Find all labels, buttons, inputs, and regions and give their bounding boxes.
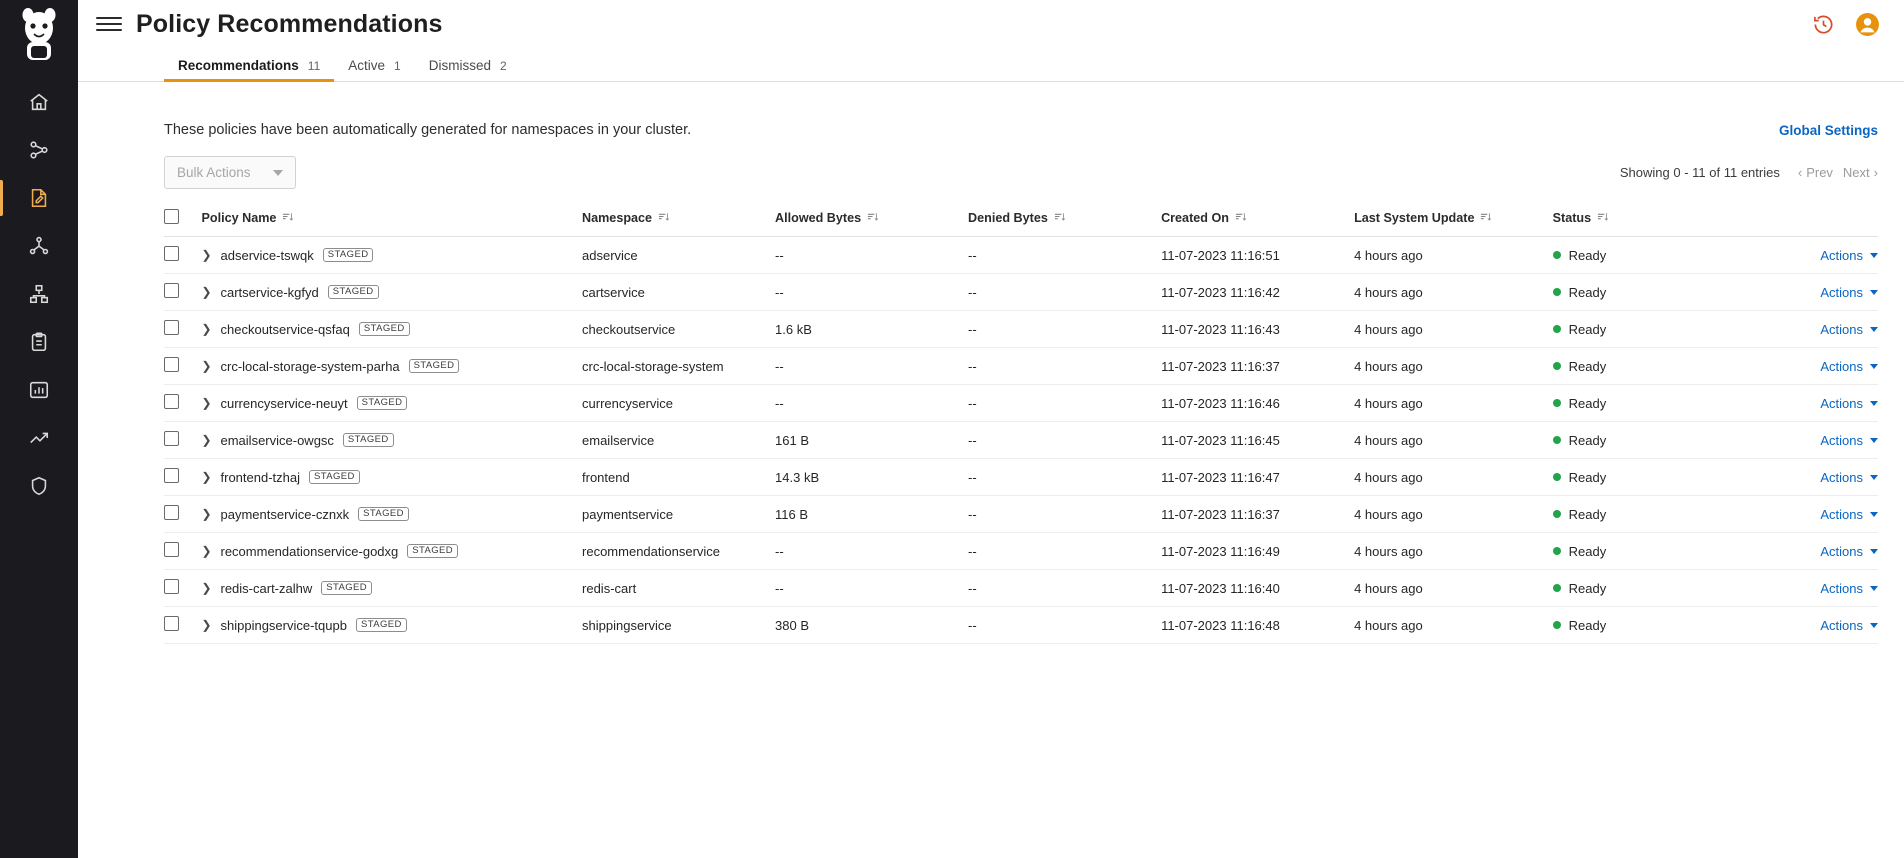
policy-edit-icon xyxy=(28,187,50,209)
status-cell xyxy=(1553,570,1746,607)
table-row[interactable] xyxy=(164,237,1878,274)
status-text: Ready xyxy=(1568,506,1607,522)
table-row[interactable] xyxy=(164,422,1878,459)
col-header-status[interactable] xyxy=(1553,203,1746,237)
description-row xyxy=(78,82,1904,138)
col-header-last-system-update-label: Last System Update xyxy=(1354,211,1475,225)
last-system-update-cell: 4 hours ago xyxy=(1354,311,1553,348)
allowed-bytes-cell: 380 B xyxy=(775,607,968,644)
namespace-cell: redis-cart xyxy=(582,570,775,607)
status-badge: STAGED xyxy=(359,322,410,337)
expand-row-icon[interactable]: ❯ xyxy=(201,359,212,373)
policy-name-text: crc-local-storage-system-parha xyxy=(220,358,400,374)
bulk-actions-label: Bulk Actions xyxy=(177,165,251,180)
sort-icon xyxy=(1054,211,1065,225)
chart-bars-icon xyxy=(28,379,50,401)
chevron-down-icon xyxy=(1870,623,1878,628)
created-on-cell: 11-07-2023 11:16:40 xyxy=(1161,570,1354,607)
tab-recommendations-label: Recommendations xyxy=(178,58,299,73)
row-actions-cell xyxy=(1746,422,1878,459)
row-checkbox[interactable] xyxy=(164,394,179,409)
table-container xyxy=(78,189,1904,644)
status-badge: STAGED xyxy=(356,618,407,633)
policy-name-cell xyxy=(202,533,583,570)
hierarchy-icon xyxy=(28,283,50,305)
sidebar-item-inventory-list[interactable] xyxy=(0,318,78,366)
denied-bytes-cell: -- xyxy=(968,496,1161,533)
status-dot-icon xyxy=(1553,362,1561,370)
chevron-down-icon xyxy=(1870,327,1878,332)
row-select-cell xyxy=(164,607,202,644)
last-system-update-cell: 4 hours ago xyxy=(1354,607,1553,644)
main-content xyxy=(78,0,1904,858)
namespace-cell: cartservice xyxy=(582,274,775,311)
created-on-cell: 11-07-2023 11:16:45 xyxy=(1161,422,1354,459)
row-actions-menu[interactable] xyxy=(1746,507,1878,522)
namespace-cell: shippingservice xyxy=(582,607,775,644)
row-checkbox[interactable] xyxy=(164,468,179,483)
chevron-down-icon xyxy=(1870,364,1878,369)
status-cell xyxy=(1553,459,1746,496)
chevron-down-icon xyxy=(1870,401,1878,406)
denied-bytes-cell: -- xyxy=(968,348,1161,385)
table-head xyxy=(164,203,1878,237)
status-dot-icon xyxy=(1553,399,1561,407)
allowed-bytes-cell: 14.3 kB xyxy=(775,459,968,496)
chevron-down-icon xyxy=(1870,512,1878,517)
table-row[interactable] xyxy=(164,385,1878,422)
chevron-down-icon xyxy=(273,170,283,176)
policy-name-cell xyxy=(202,496,583,533)
status-badge: STAGED xyxy=(328,285,379,300)
description-text: These policies have been automatically generated for namespaces in your cluster. xyxy=(164,122,692,138)
status-text: Ready xyxy=(1568,580,1607,596)
created-on-cell: 11-07-2023 11:16:47 xyxy=(1161,459,1354,496)
chevron-right-icon: › xyxy=(1873,165,1878,180)
policy-name-text: cartservice-kgfyd xyxy=(220,284,319,300)
status-text: Ready xyxy=(1568,247,1607,263)
row-actions-menu[interactable] xyxy=(1746,544,1878,559)
tab-active-label: Active xyxy=(348,58,386,73)
row-checkbox[interactable] xyxy=(164,542,179,557)
chevron-down-icon xyxy=(1870,253,1878,258)
namespace-cell: paymentservice xyxy=(582,496,775,533)
allowed-bytes-cell: -- xyxy=(775,385,968,422)
row-select-cell xyxy=(164,348,202,385)
status-badge: STAGED xyxy=(321,581,372,596)
namespace-cell: crc-local-storage-system xyxy=(582,348,775,385)
expand-row-icon[interactable]: ❯ xyxy=(201,470,212,484)
status-dot-icon xyxy=(1553,288,1561,296)
policy-name-text: emailservice-owgsc xyxy=(220,432,334,448)
expand-row-icon[interactable]: ❯ xyxy=(201,396,212,410)
status-badge: STAGED xyxy=(357,396,408,411)
table-body xyxy=(164,237,1878,644)
col-header-policy-name-label: Policy Name xyxy=(201,211,277,225)
sidebar-item-policies[interactable] xyxy=(0,174,78,222)
status-text: Ready xyxy=(1568,358,1607,374)
chevron-down-icon xyxy=(1870,549,1878,554)
row-checkbox[interactable] xyxy=(164,283,179,298)
sidebar-item-security[interactable] xyxy=(0,462,78,510)
row-actions-menu[interactable] xyxy=(1746,396,1878,411)
row-select-cell xyxy=(164,385,202,422)
last-system-update-cell: 4 hours ago xyxy=(1354,348,1553,385)
status-dot-icon xyxy=(1553,325,1561,333)
tab-active[interactable] xyxy=(334,58,414,81)
chevron-down-icon xyxy=(1870,586,1878,591)
row-actions-label: Actions xyxy=(1820,469,1863,485)
top-bar xyxy=(78,0,1904,48)
namespace-cell: currencyservice xyxy=(582,385,775,422)
denied-bytes-cell: -- xyxy=(968,533,1161,570)
pagination-entries: Showing 0 - 11 of 11 entries xyxy=(1619,165,1780,180)
row-actions-cell xyxy=(1746,237,1878,274)
sidebar-item-network[interactable] xyxy=(0,126,78,174)
col-header-denied-bytes[interactable] xyxy=(968,203,1161,237)
policy-name-cell xyxy=(202,607,583,644)
expand-row-icon[interactable]: ❯ xyxy=(201,433,212,447)
sort-icon xyxy=(1597,211,1608,225)
bulk-actions-dropdown[interactable] xyxy=(164,156,296,189)
last-system-update-cell: 4 hours ago xyxy=(1354,422,1553,459)
expand-row-icon[interactable]: ❯ xyxy=(201,248,212,262)
status-dot-icon xyxy=(1553,251,1561,259)
row-actions-label: Actions xyxy=(1820,321,1863,337)
last-system-update-cell: 4 hours ago xyxy=(1354,237,1553,274)
namespace-cell: frontend xyxy=(582,459,775,496)
row-actions-cell xyxy=(1746,533,1878,570)
table-row[interactable] xyxy=(164,570,1878,607)
row-select-cell xyxy=(164,422,202,459)
toolbar-row xyxy=(78,138,1904,189)
select-all-header xyxy=(164,203,202,237)
pagination xyxy=(1620,165,1878,180)
denied-bytes-cell: -- xyxy=(968,385,1161,422)
status-cell xyxy=(1553,348,1746,385)
denied-bytes-cell: -- xyxy=(968,237,1161,274)
row-actions-label: Actions xyxy=(1820,432,1863,448)
policy-name-cell xyxy=(202,422,583,459)
sort-icon xyxy=(1235,211,1246,225)
sidebar-item-analytics[interactable] xyxy=(0,366,78,414)
namespace-cell: emailservice xyxy=(582,422,775,459)
row-checkbox[interactable] xyxy=(164,320,179,335)
status-dot-icon xyxy=(1553,510,1561,518)
tab-active-count: 1 xyxy=(394,58,401,73)
status-dot-icon xyxy=(1553,584,1561,592)
row-actions-cell xyxy=(1746,274,1878,311)
status-dot-icon xyxy=(1553,621,1561,629)
status-text: Ready xyxy=(1568,284,1607,300)
created-on-cell: 11-07-2023 11:16:43 xyxy=(1161,311,1354,348)
status-text: Ready xyxy=(1568,617,1607,633)
row-actions-menu[interactable] xyxy=(1746,618,1878,633)
status-cell xyxy=(1553,311,1746,348)
home-icon xyxy=(28,91,50,113)
row-checkbox[interactable] xyxy=(164,616,179,631)
status-badge: STAGED xyxy=(409,359,460,374)
sort-icon xyxy=(658,211,669,225)
col-header-policy-name[interactable] xyxy=(202,203,583,237)
status-dot-icon xyxy=(1553,473,1561,481)
table-row[interactable] xyxy=(164,496,1878,533)
status-badge: STAGED xyxy=(358,507,409,522)
next-page-label: Next xyxy=(1842,165,1870,180)
expand-row-icon[interactable]: ❯ xyxy=(201,507,212,521)
sidebar-item-trends[interactable] xyxy=(0,414,78,462)
expand-row-icon[interactable]: ❯ xyxy=(201,322,212,336)
last-system-update-cell: 4 hours ago xyxy=(1354,496,1553,533)
status-cell xyxy=(1553,422,1746,459)
row-actions-menu[interactable] xyxy=(1746,581,1878,596)
expand-row-icon[interactable]: ❯ xyxy=(201,285,212,299)
status-cell xyxy=(1553,533,1746,570)
status-cell xyxy=(1553,274,1746,311)
row-actions-menu[interactable] xyxy=(1746,285,1878,300)
row-select-cell xyxy=(164,533,202,570)
network-branch-icon xyxy=(28,139,50,161)
allowed-bytes-cell: -- xyxy=(775,570,968,607)
allowed-bytes-cell: 161 B xyxy=(775,422,968,459)
col-header-created-on[interactable] xyxy=(1161,203,1354,237)
allowed-bytes-cell: -- xyxy=(775,348,968,385)
app-logo[interactable] xyxy=(8,4,70,66)
row-actions-label: Actions xyxy=(1820,284,1863,300)
policy-name-text: recommendationservice-godxg xyxy=(220,543,399,559)
prev-page-label: Prev xyxy=(1806,165,1833,180)
status-badge: STAGED xyxy=(343,433,394,448)
row-actions-label: Actions xyxy=(1820,395,1863,411)
user-account-icon[interactable] xyxy=(1852,9,1882,39)
tab-recommendations[interactable] xyxy=(164,58,334,81)
row-checkbox[interactable] xyxy=(164,431,179,446)
namespace-cell: recommendationservice xyxy=(582,533,775,570)
expand-row-icon[interactable]: ❯ xyxy=(201,618,212,632)
row-checkbox[interactable] xyxy=(164,505,179,520)
sidebar xyxy=(0,0,78,858)
expand-row-icon[interactable]: ❯ xyxy=(201,544,212,558)
policy-name-text: paymentservice-cznxk xyxy=(220,506,350,522)
status-dot-icon xyxy=(1553,436,1561,444)
row-actions-cell xyxy=(1746,385,1878,422)
trend-up-icon xyxy=(28,427,50,449)
col-header-allowed-bytes[interactable] xyxy=(775,203,968,237)
table-row[interactable] xyxy=(164,274,1878,311)
row-actions-label: Actions xyxy=(1820,358,1863,374)
recommendations-table xyxy=(164,203,1878,644)
tab-dismissed-count: 2 xyxy=(499,58,507,73)
row-actions-label: Actions xyxy=(1820,543,1863,559)
select-all-checkbox[interactable] xyxy=(164,209,179,224)
denied-bytes-cell: -- xyxy=(968,607,1161,644)
row-select-cell xyxy=(164,274,202,311)
clipboard-list-icon xyxy=(28,331,50,353)
denied-bytes-cell: -- xyxy=(968,422,1161,459)
last-system-update-cell: 4 hours ago xyxy=(1354,385,1553,422)
policy-name-text: redis-cart-zalhw xyxy=(220,580,313,596)
chevron-left-icon: ‹ xyxy=(1797,165,1803,180)
row-actions-cell xyxy=(1746,607,1878,644)
prev-page-button[interactable] xyxy=(1798,165,1833,180)
chevron-down-icon xyxy=(1870,475,1878,480)
policy-name-text: shippingservice-tqupb xyxy=(220,617,347,633)
tab-recommendations-count: 11 xyxy=(307,58,321,73)
namespace-cell: adservice xyxy=(582,237,775,274)
table-row[interactable] xyxy=(164,607,1878,644)
row-actions-menu[interactable] xyxy=(1746,433,1878,448)
created-on-cell: 11-07-2023 11:16:37 xyxy=(1161,348,1354,385)
denied-bytes-cell: -- xyxy=(968,274,1161,311)
last-system-update-cell: 4 hours ago xyxy=(1354,459,1553,496)
share-nodes-icon xyxy=(28,235,50,257)
row-select-cell xyxy=(164,459,202,496)
last-system-update-cell: 4 hours ago xyxy=(1354,570,1553,607)
shield-icon xyxy=(28,475,50,497)
last-system-update-cell: 4 hours ago xyxy=(1354,533,1553,570)
policy-name-text: frontend-tzhaj xyxy=(220,469,300,485)
policy-name-cell xyxy=(202,311,583,348)
sort-icon xyxy=(867,211,878,225)
tab-bar xyxy=(78,48,1904,82)
status-badge: STAGED xyxy=(323,248,374,263)
row-actions-label: Actions xyxy=(1820,247,1863,263)
status-badge: STAGED xyxy=(309,470,360,485)
status-dot-icon xyxy=(1553,547,1561,555)
col-header-actions xyxy=(1746,203,1878,237)
created-on-cell: 11-07-2023 11:16:48 xyxy=(1161,607,1354,644)
status-badge: STAGED xyxy=(407,544,458,559)
row-select-cell xyxy=(164,311,202,348)
table-row[interactable] xyxy=(164,348,1878,385)
policy-name-text: checkoutservice-qsfaq xyxy=(220,321,350,337)
col-header-allowed-bytes-label: Allowed Bytes xyxy=(775,211,862,225)
row-actions-menu[interactable] xyxy=(1746,359,1878,374)
allowed-bytes-cell: 1.6 kB xyxy=(775,311,968,348)
next-page-button[interactable] xyxy=(1843,165,1878,180)
denied-bytes-cell: -- xyxy=(968,311,1161,348)
row-actions-menu[interactable] xyxy=(1746,470,1878,485)
status-cell xyxy=(1553,385,1746,422)
created-on-cell: 11-07-2023 11:16:42 xyxy=(1161,274,1354,311)
sidebar-item-topology[interactable] xyxy=(0,222,78,270)
col-header-denied-bytes-label: Denied Bytes xyxy=(968,211,1048,225)
table-header-row xyxy=(164,203,1878,237)
history-clock-icon[interactable] xyxy=(1808,9,1838,39)
status-cell xyxy=(1553,237,1746,274)
page-title: Policy Recommendations xyxy=(136,9,443,38)
policy-name-text: adservice-tswqk xyxy=(220,247,314,263)
row-actions-menu[interactable] xyxy=(1746,248,1878,263)
tab-dismissed-label: Dismissed xyxy=(428,58,491,73)
row-select-cell xyxy=(164,570,202,607)
row-actions-cell xyxy=(1746,348,1878,385)
row-actions-label: Actions xyxy=(1820,580,1863,596)
row-actions-label: Actions xyxy=(1820,617,1863,633)
policy-name-cell xyxy=(202,385,583,422)
allowed-bytes-cell: -- xyxy=(775,533,968,570)
allowed-bytes-cell: -- xyxy=(775,274,968,311)
row-actions-menu[interactable] xyxy=(1746,322,1878,337)
allowed-bytes-cell: -- xyxy=(775,237,968,274)
col-header-last-system-update[interactable] xyxy=(1354,203,1553,237)
status-text: Ready xyxy=(1568,543,1607,559)
table-row[interactable] xyxy=(164,533,1878,570)
policy-name-cell xyxy=(202,237,583,274)
namespace-cell: checkoutservice xyxy=(582,311,775,348)
allowed-bytes-cell: 116 B xyxy=(775,496,968,533)
global-settings-link[interactable]: Global Settings xyxy=(1778,122,1878,138)
sidebar-item-home[interactable] xyxy=(0,78,78,126)
col-header-created-on-label: Created On xyxy=(1161,211,1229,225)
created-on-cell: 11-07-2023 11:16:46 xyxy=(1161,385,1354,422)
status-text: Ready xyxy=(1568,321,1607,337)
table-row[interactable] xyxy=(164,459,1878,496)
row-select-cell xyxy=(164,496,202,533)
policy-name-cell xyxy=(202,570,583,607)
row-checkbox[interactable] xyxy=(164,357,179,372)
row-actions-cell xyxy=(1746,459,1878,496)
table-row[interactable] xyxy=(164,311,1878,348)
last-system-update-cell: 4 hours ago xyxy=(1354,274,1553,311)
status-cell xyxy=(1553,496,1746,533)
col-header-namespace[interactable] xyxy=(582,203,775,237)
status-text: Ready xyxy=(1568,432,1607,448)
policy-name-cell xyxy=(202,348,583,385)
tab-dismissed[interactable] xyxy=(415,58,521,81)
status-text: Ready xyxy=(1568,469,1607,485)
created-on-cell: 11-07-2023 11:16:51 xyxy=(1161,237,1354,274)
created-on-cell: 11-07-2023 11:16:49 xyxy=(1161,533,1354,570)
chevron-down-icon xyxy=(1870,290,1878,295)
row-checkbox[interactable] xyxy=(164,246,179,261)
col-header-status-label: Status xyxy=(1552,211,1592,225)
sort-icon xyxy=(1480,211,1491,225)
row-select-cell xyxy=(164,237,202,274)
hamburger-icon[interactable] xyxy=(96,11,122,37)
row-checkbox[interactable] xyxy=(164,579,179,594)
policy-name-cell xyxy=(202,274,583,311)
policy-name-cell xyxy=(202,459,583,496)
created-on-cell: 11-07-2023 11:16:37 xyxy=(1161,496,1354,533)
col-header-namespace-label: Namespace xyxy=(582,211,653,225)
row-actions-label: Actions xyxy=(1820,506,1863,522)
row-actions-cell xyxy=(1746,311,1878,348)
row-actions-cell xyxy=(1746,570,1878,607)
row-actions-cell xyxy=(1746,496,1878,533)
policy-name-text: currencyservice-neuyt xyxy=(220,395,348,411)
expand-row-icon[interactable]: ❯ xyxy=(201,581,212,595)
status-text: Ready xyxy=(1568,395,1607,411)
sidebar-item-inventory[interactable] xyxy=(0,270,78,318)
chevron-down-icon xyxy=(1870,438,1878,443)
denied-bytes-cell: -- xyxy=(968,459,1161,496)
status-cell xyxy=(1553,607,1746,644)
sort-icon xyxy=(282,211,293,225)
denied-bytes-cell: -- xyxy=(968,570,1161,607)
